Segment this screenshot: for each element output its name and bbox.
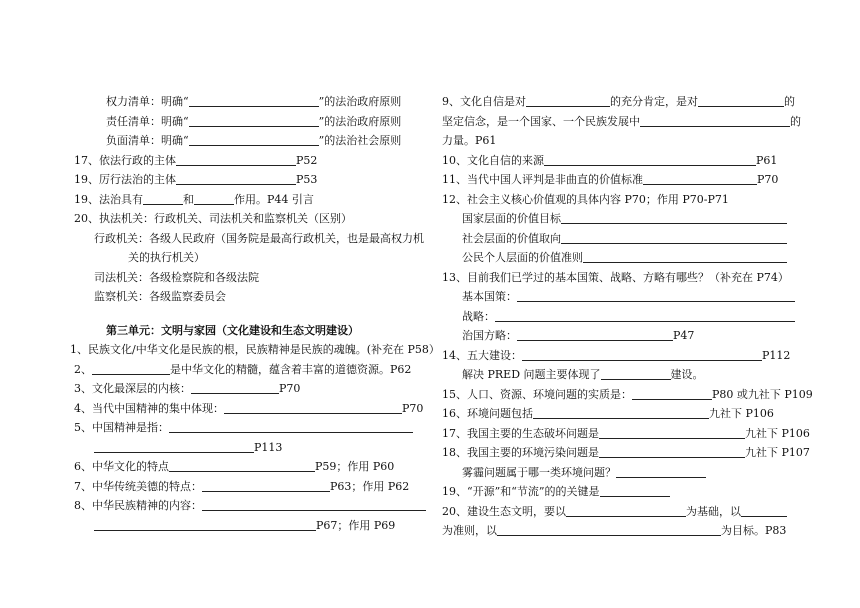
text: 九社下 P107	[745, 446, 810, 459]
blank[interactable]	[517, 328, 673, 341]
text: 为准则，以	[442, 524, 497, 537]
text: 九社下 P106	[709, 407, 774, 420]
text: ”的法治政府原则	[318, 114, 402, 128]
q6-line	[74, 457, 430, 477]
text: P63；作用 P62	[330, 479, 410, 493]
blank[interactable]	[517, 289, 795, 302]
text: 15、人口、资源、环境问题的实质是：	[442, 387, 632, 401]
text: 权力清单：明确“	[106, 95, 189, 108]
supervision-organ-line: 监察机关：各级监察委员会	[94, 290, 226, 303]
q12-line: 12、社会主义核心价值观的具体内容 P70；作用 P70-P71	[442, 192, 729, 206]
q9-end-line: 力量。P61	[442, 134, 497, 147]
blank[interactable]	[497, 523, 721, 536]
text: 17、依法行政的主体	[74, 153, 176, 167]
text: 九社下 P106	[745, 426, 810, 440]
blank[interactable]	[176, 172, 296, 185]
text: P70	[279, 382, 301, 395]
q8-line	[74, 496, 430, 516]
text: P61	[756, 153, 778, 167]
text: P67；作用 P69	[316, 518, 396, 532]
text: 7、中华传统美德的特点：	[74, 479, 202, 493]
text: 5、中国精神是指：	[74, 421, 169, 434]
text: 责任清单：明确“	[106, 114, 189, 128]
q20-line: 20、执法机关：行政机关、司法机关和监察机关（区别）	[74, 212, 352, 225]
text: P59；作用 P60	[315, 460, 395, 473]
blank[interactable]	[224, 401, 402, 414]
text: 为基础，以	[686, 504, 741, 518]
blank[interactable]	[600, 484, 670, 497]
national-values-line	[442, 209, 797, 229]
text: P53	[296, 173, 318, 186]
blank[interactable]	[583, 250, 787, 263]
text: 11、当代中国人评判是非曲直的价值标准	[442, 173, 643, 186]
q5-line	[74, 418, 430, 438]
blank[interactable]	[601, 367, 671, 380]
q3-line	[74, 379, 430, 399]
q19a-line	[74, 170, 430, 190]
blank[interactable]	[202, 498, 426, 511]
blank[interactable]	[189, 114, 319, 127]
q16-line	[442, 404, 797, 424]
text: 和	[183, 192, 194, 206]
text: 坚定信念，是一个国家、一个民族发展中	[442, 114, 640, 128]
blank[interactable]	[561, 211, 787, 224]
spacer	[74, 307, 430, 321]
q19-line-right	[442, 482, 797, 502]
text: 16、环境问题包括	[442, 407, 533, 420]
blank[interactable]	[643, 172, 757, 185]
q18-line	[442, 443, 810, 463]
blank[interactable]	[495, 309, 795, 322]
text: 19、厉行法治的主体	[74, 173, 176, 186]
text: 3、文化最深层的内核：	[74, 382, 191, 395]
negative-list-line	[74, 131, 430, 151]
text: 的	[790, 114, 801, 128]
text: 17、我国主要的生态破坏问题是	[442, 426, 599, 440]
admin-organ-cont: 关的执行机关）	[128, 251, 205, 264]
blank[interactable]	[176, 153, 296, 166]
power-list-line	[74, 92, 430, 112]
q11-line	[442, 170, 797, 190]
governance-line	[442, 326, 797, 346]
citizen-values-line	[442, 248, 797, 268]
text: 负面清单：明确“	[106, 134, 189, 147]
blank[interactable]	[599, 426, 745, 439]
blank[interactable]	[94, 440, 254, 453]
q15-line	[442, 385, 813, 405]
judicial-organ-line: 司法机关：各级检察院和各级法院	[94, 270, 259, 284]
text: P112	[762, 348, 791, 362]
text: 14、五大建设：	[442, 348, 522, 362]
text: 建设。	[670, 368, 704, 381]
text: ”的法治社会原则	[318, 134, 402, 147]
text: P47	[673, 329, 695, 342]
text: 的	[784, 95, 795, 108]
text: 战略：	[462, 309, 495, 323]
text: 18、我国主要的环境污染问题是	[442, 446, 599, 459]
text: 作用。P44 引言	[234, 192, 314, 206]
text: 基本国策：	[462, 290, 517, 303]
text: 10、文化自信的来源	[442, 153, 544, 167]
text: 19、“开源”和“节流”的的关键是	[442, 485, 600, 498]
blank[interactable]	[191, 381, 279, 394]
text: 国家层面的价值目标	[462, 212, 561, 225]
q9-cont-line	[442, 112, 801, 132]
q20-cont-line	[442, 521, 797, 541]
q1-line: 1、民族文化/中华文化是民族的根，民族精神是民族的魂魄。(补充在 P58）	[70, 343, 440, 356]
q20-line-right	[442, 502, 797, 522]
blank[interactable]	[566, 504, 686, 517]
q4-line	[74, 399, 430, 419]
q13-line: 13、目前我们已学过的基本国策、战略、方略有哪些？（补充在 P74）	[442, 270, 789, 284]
blank[interactable]	[522, 348, 762, 361]
blank[interactable]	[189, 94, 319, 107]
blank[interactable]	[94, 518, 316, 531]
text: 2、	[74, 362, 92, 376]
unit-heading: 第三单元：文明与家园（文化建设和生态文明建设）	[106, 323, 359, 337]
q17-line	[74, 151, 430, 171]
text: ”的法治政府原则	[318, 95, 402, 108]
text: P80 或九社下 P109	[712, 387, 813, 401]
strategy-line	[442, 307, 797, 327]
q19b-line	[74, 190, 430, 210]
text: 社会层面的价值取向	[462, 231, 561, 245]
text: 是中华文化的精髓，蕴含着丰富的道德资源。P62	[170, 362, 412, 376]
text: 20、建设生态文明，要以	[442, 504, 566, 518]
q9-line	[442, 92, 797, 112]
q2-line	[74, 360, 430, 380]
duty-list-line	[74, 112, 430, 132]
text: 4、当代中国精神的集中体现：	[74, 401, 224, 415]
blank[interactable]	[169, 459, 315, 472]
q14-line	[442, 346, 797, 366]
text: 为目标。P83	[721, 524, 787, 537]
text: 解决 PRED 问题主要体现了	[462, 368, 601, 381]
blank[interactable]	[202, 479, 330, 492]
blank[interactable]	[599, 445, 745, 458]
blank[interactable]	[189, 133, 319, 146]
text: 8、中华民族精神的内容：	[74, 499, 202, 512]
blank[interactable]	[640, 114, 790, 127]
text: P113	[254, 440, 283, 454]
blank[interactable]	[526, 94, 610, 107]
text: 雾霾问题属于哪一类环境问题？	[462, 465, 616, 479]
blank[interactable]	[143, 192, 183, 205]
blank[interactable]	[632, 387, 712, 400]
smog-line	[442, 463, 797, 483]
q5-cont-line	[74, 438, 430, 458]
text: 公民个人层面的价值准则	[462, 251, 583, 264]
basic-policy-line	[442, 287, 797, 307]
blank[interactable]	[533, 406, 709, 419]
q7-line	[74, 477, 430, 497]
social-values-line	[442, 229, 797, 249]
text: 19、法治具有	[74, 192, 143, 206]
blank[interactable]	[741, 504, 787, 517]
q17-line-right	[442, 424, 810, 444]
text: 6、中华文化的特点	[74, 460, 169, 473]
admin-organ-line: 行政机关：各级人民政府（国务院是最高行政机关，也是最高权力机	[94, 231, 424, 245]
text: 治国方略：	[462, 329, 517, 342]
blank[interactable]	[544, 153, 756, 166]
pred-line	[442, 365, 797, 385]
blank[interactable]	[561, 231, 787, 244]
blank[interactable]	[194, 192, 234, 205]
q10-line	[442, 151, 797, 171]
blank[interactable]	[616, 465, 706, 478]
text: 的充分肯定，是对	[610, 95, 698, 108]
text: P70	[757, 173, 779, 186]
right-column	[442, 92, 813, 541]
text: 9、文化自信是对	[442, 95, 526, 108]
text: P52	[296, 153, 318, 167]
blank[interactable]	[698, 94, 784, 107]
q8-cont-line	[74, 516, 430, 536]
blank[interactable]	[92, 362, 170, 375]
left-column	[70, 92, 440, 535]
blank[interactable]	[169, 420, 413, 433]
text: P70	[402, 401, 424, 415]
